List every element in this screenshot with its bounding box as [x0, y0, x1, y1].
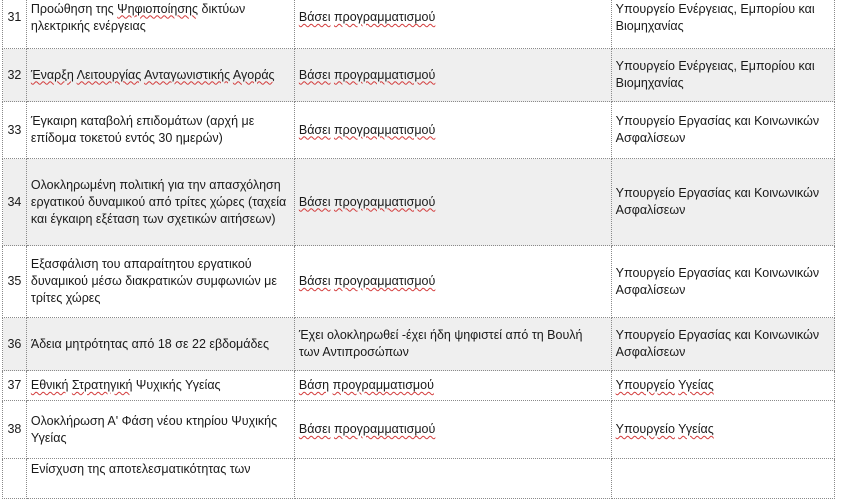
ministry-cell: Υπουργείο Ενέργειας, Εμπορίου και Βιομηχανίας	[611, 49, 834, 102]
table-row	[3, 459, 835, 499]
ministry-cell: Υπουργείο Ενέργειας, Εμπορίου και Βιομηχανίας	[611, 0, 834, 49]
ministry-cell: Υπουργείο Εργασίας και Κοινωνικών Ασφαλίσεων	[611, 318, 834, 371]
row-number: 34	[3, 159, 27, 246]
row-number: 36	[3, 318, 27, 371]
action-cell: Άδεια μητρότητας από 18 σε 22 εβδομάδες	[26, 318, 294, 371]
row-number: 33	[3, 102, 27, 159]
table-row	[3, 0, 835, 49]
ministry-cell	[611, 459, 834, 499]
row-number: 31	[3, 0, 27, 49]
timeline-cell: Βάσει προγραμματισμού	[294, 102, 611, 159]
timeline-cell: Βάσει προγραμματισμού	[294, 401, 611, 459]
table-row	[3, 246, 835, 318]
action-cell: Ολοκλήρωση Α' Φάση νέου κτηρίου Ψυχικής Υγείας	[26, 401, 294, 459]
timeline-cell: Βάσει προγραμματισμού	[294, 159, 611, 246]
ministry-cell: Υπουργείο Εργασίας και Κοινωνικών Ασφαλίσεων	[611, 246, 834, 318]
timeline-cell: Βάσει προγραμματισμού	[294, 49, 611, 102]
row-number: 38	[3, 401, 27, 459]
ministry-cell: Υπουργείο Εργασίας και Κοινωνικών Ασφαλίσεων	[611, 102, 834, 159]
measures-table	[2, 0, 835, 499]
timeline-cell: Βάση προγραμματισμού	[294, 371, 611, 401]
action-cell: Έναρξη Λειτουργίας Ανταγωνιστικής Αγοράς	[26, 49, 294, 102]
timeline-cell: Βάσει προγραμματισμού	[294, 0, 611, 49]
timeline-cell: Έχει ολοκληρωθεί -έχει ήδη ψηφιστεί από τη Βουλή των Αντιπροσώπων	[294, 318, 611, 371]
timeline-cell	[294, 459, 611, 499]
table-row	[3, 401, 835, 459]
table-row	[3, 318, 835, 371]
ministry-cell: Υπουργείο Υγείας	[611, 371, 834, 401]
table-row	[3, 102, 835, 159]
timeline-cell: Βάσει προγραμματισμού	[294, 246, 611, 318]
action-cell: Προώθηση της Ψηφιοποίησης δικτύων ηλεκτρικής ενέργειας	[26, 0, 294, 49]
table-row	[3, 49, 835, 102]
ministry-cell: Υπουργείο Υγείας	[611, 401, 834, 459]
row-number: 32	[3, 49, 27, 102]
action-cell: Ολοκληρωμένη πολιτική για την απασχόληση εργατικού δυναμικού από τρίτες χώρες (ταχεία και έγκαιρη εξέταση των σχετικών αιτήσεων)	[26, 159, 294, 246]
action-cell: Εξασφάλιση του απαραίτητου εργατικού δυναμικού μέσω διακρατικών συμφωνιών με τρίτες χώρες	[26, 246, 294, 318]
ministry-cell: Υπουργείο Εργασίας και Κοινωνικών Ασφαλίσεων	[611, 159, 834, 246]
row-number: 35	[3, 246, 27, 318]
row-number	[3, 459, 27, 499]
row-number: 37	[3, 371, 27, 401]
action-cell: Ενίσχυση της αποτελεσματικότητας των	[26, 459, 294, 499]
table-row	[3, 371, 835, 401]
action-cell: Έγκαιρη καταβολή επιδομάτων (αρχή με επίδομα τοκετού εντός 30 ημερών)	[26, 102, 294, 159]
action-cell: Εθνική Στρατηγική Ψυχικής Υγείας	[26, 371, 294, 401]
table-row	[3, 159, 835, 246]
